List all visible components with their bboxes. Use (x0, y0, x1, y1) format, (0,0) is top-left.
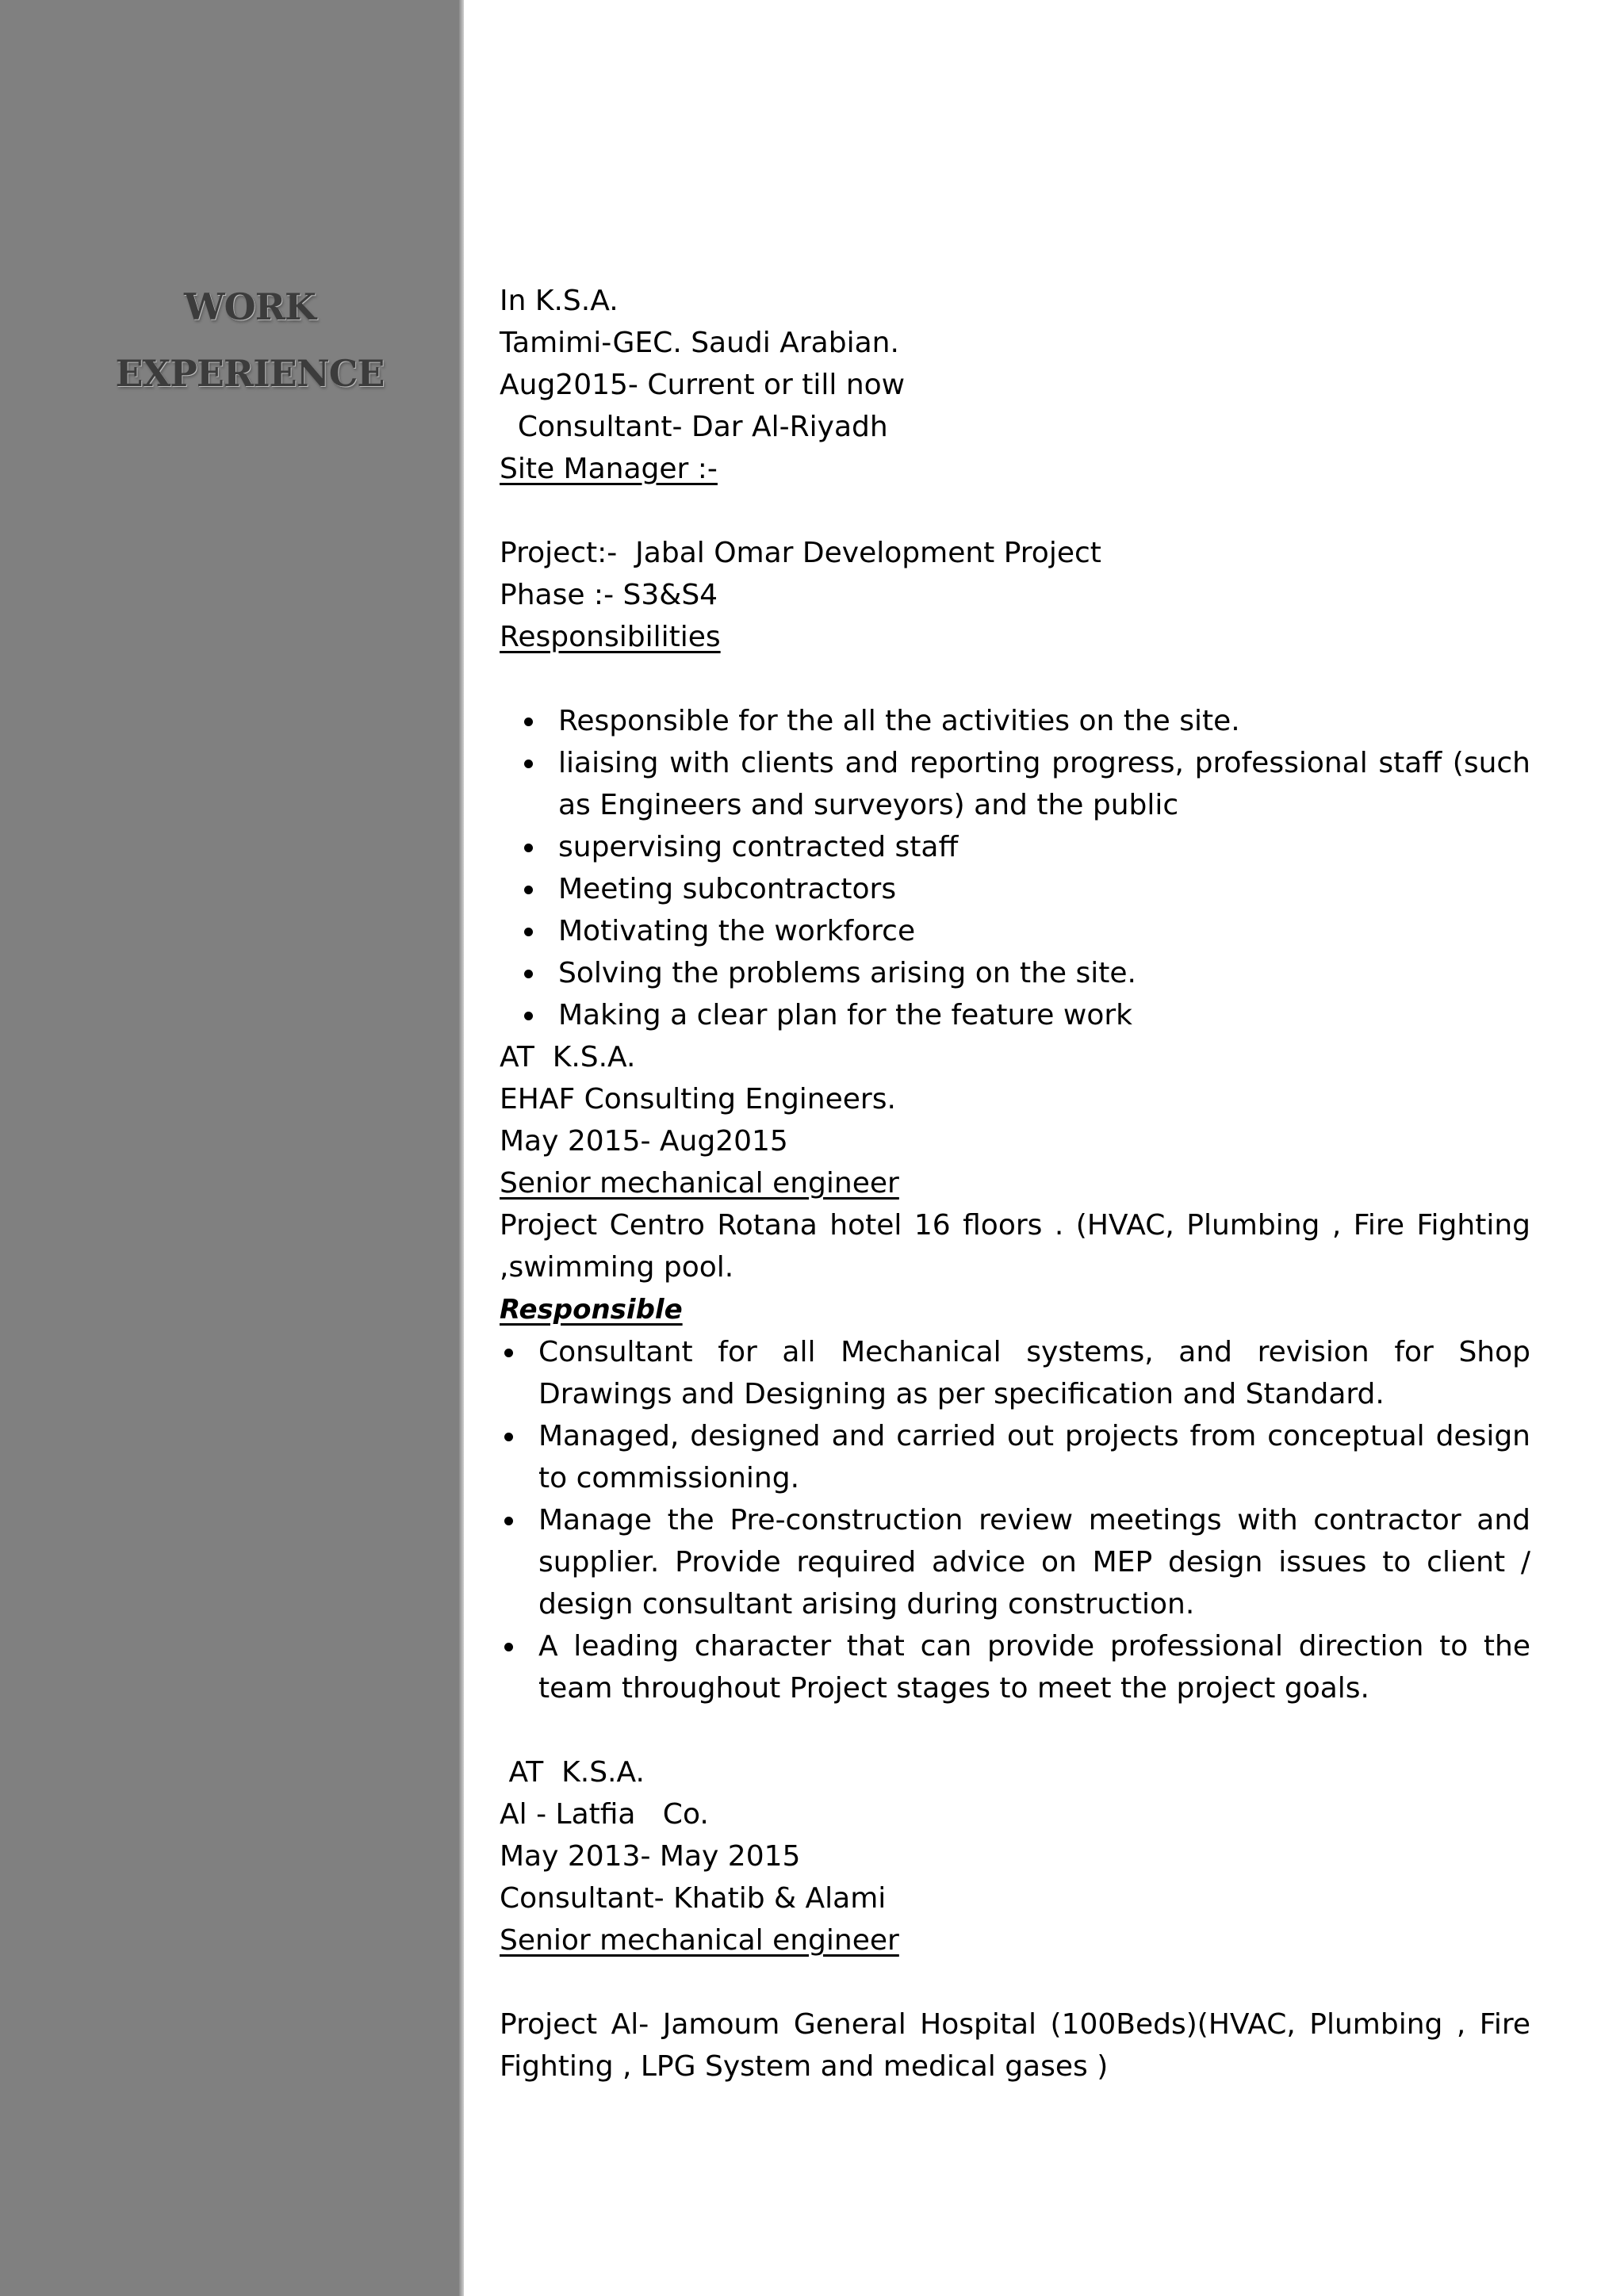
job2-location: AT K.S.A. (500, 1041, 636, 1073)
list-item: Meeting subcontractors (500, 868, 1530, 910)
section-heading (0, 274, 500, 407)
bullet-icon (524, 844, 533, 852)
bullet-icon (524, 886, 533, 894)
job3-consultant: Consultant- Khatib & Alami (500, 1882, 887, 1915)
job1-responsibilities-label: Responsibilities (500, 621, 721, 653)
job2-project: Project Centro Rotana hotel 16 floors . (HVAC, Plumbing , Fire Fighting ,swimming pool. (500, 1209, 1530, 1284)
job3-role: Senior mechanical engineer (500, 1924, 899, 1957)
list-item: Motivating the workforce (500, 910, 1530, 952)
job3-location: AT K.S.A. (500, 1756, 645, 1789)
bullet-icon (524, 1012, 533, 1020)
job2-period: May 2015- Aug2015 (500, 1125, 788, 1158)
job3-period: May 2013- May 2015 (500, 1840, 801, 1873)
job1-responsibilities-list (500, 700, 1530, 1036)
list-item: supervising contracted staff (500, 826, 1530, 868)
job1-project: Project:- Jabal Omar Development Project (500, 537, 1101, 569)
job2-role: Senior mechanical engineer (500, 1167, 899, 1200)
bullet-icon (524, 928, 533, 936)
section-heading-line2: EXPERIENCE (115, 352, 385, 395)
list-item: A leading character that can provide professional direction to the team throughout Project stages to meet the project goals. (500, 1625, 1530, 1709)
job1-consultant: Consultant- Dar Al-Riyadh (500, 411, 888, 443)
bullet-icon (504, 1433, 513, 1441)
job3-project: Project Al- Jamoum General Hospital (100Beds)(HVAC, Plumbing , Fire Fighting , LPG System and medical gases ) (500, 2008, 1530, 2083)
list-item: Solving the problems arising on the site. (500, 952, 1530, 994)
list-item: Making a clear plan for the feature work (500, 994, 1530, 1036)
job1-role: Site Manager :- (500, 453, 718, 485)
list-item: Managed, designed and carried out projects from conceptual design to commissioning. (500, 1415, 1530, 1499)
bullet-icon (504, 1517, 513, 1525)
job1-location: In K.S.A. (500, 285, 619, 317)
work-experience-content (500, 280, 1530, 2087)
job3-company: Al - Latfia Co. (500, 1798, 709, 1831)
bullet-icon (524, 760, 533, 768)
job1-period: Aug2015- Current or till now (500, 369, 906, 401)
list-item: liaising with clients and reporting progress, professional staff (such as Engineers and surveyors) and the public (500, 742, 1530, 826)
bullet-icon (524, 970, 533, 978)
job2-responsible-label: Responsible (500, 1294, 683, 1326)
job1-company: Tamimi-GEC. Saudi Arabian. (500, 327, 899, 359)
job2-company: EHAF Consulting Engineers. (500, 1083, 896, 1115)
list-item: Manage the Pre-construction review meetings with contractor and supplier. Provide required advice on MEP design issues to client / design consultant arising during construction. (500, 1499, 1530, 1625)
bullet-icon (504, 1349, 513, 1357)
list-item: Consultant for all Mechanical systems, and revision for Shop Drawings and Designing as per specification and Standard. (500, 1331, 1530, 1415)
bullet-icon (504, 1643, 513, 1651)
section-heading-line1: WORK (184, 285, 316, 328)
job1-phase: Phase :- S3&S4 (500, 579, 718, 611)
bullet-icon (524, 718, 533, 726)
job2-responsibilities-list (500, 1331, 1530, 1709)
list-item: Responsible for the all the activities on the site. (500, 700, 1530, 742)
